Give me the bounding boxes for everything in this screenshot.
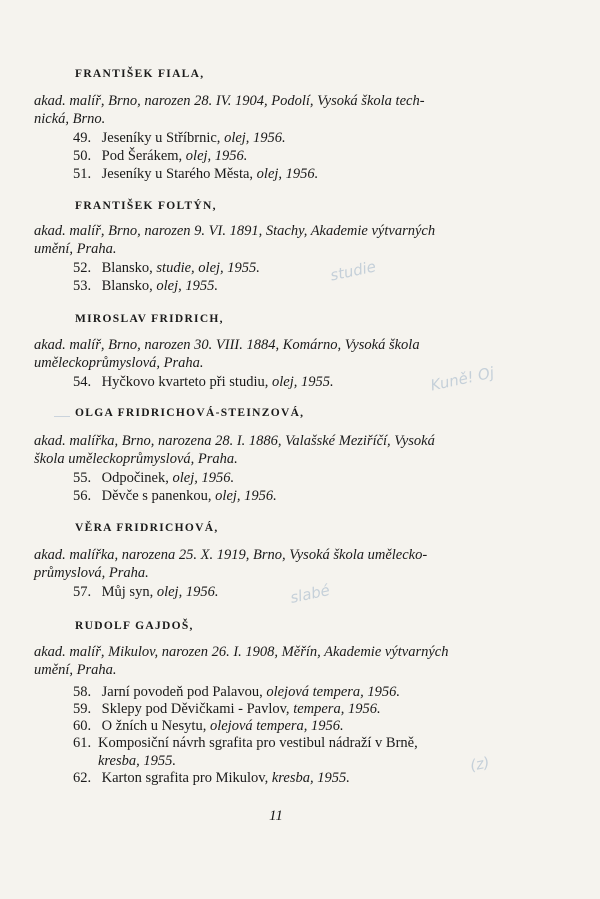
work-technique: olej, 1955. bbox=[271, 374, 334, 390]
work-technique: olej, 1956. bbox=[185, 148, 248, 164]
work-technique: kresba, 1955. bbox=[271, 770, 350, 786]
work-item bbox=[73, 769, 533, 787]
work-technique: olej, 1956. bbox=[156, 584, 219, 600]
work-number: 52. bbox=[73, 260, 92, 276]
bio-line: akad. malířka, Brno, narozena 28. I. 1886, Valašské Meziříčí, Vysoká bbox=[34, 433, 435, 449]
work-number: 56. bbox=[73, 488, 92, 504]
bio-line: uměleckoprůmyslová, Praha. bbox=[34, 355, 204, 371]
artist-bio bbox=[34, 643, 530, 679]
work-number: 55. bbox=[73, 470, 92, 486]
work-technique: olej, 1955. bbox=[156, 278, 219, 294]
artist-name: MIROSLAV FRIDRICH, bbox=[75, 313, 224, 325]
work-technique: olejová tempera, 1956. bbox=[266, 684, 401, 700]
pencil-note: slabé bbox=[288, 581, 332, 607]
work-technique: olejová tempera, 1956. bbox=[209, 718, 344, 734]
work-item bbox=[73, 147, 533, 165]
work-technique: olej, 1956. bbox=[215, 488, 277, 504]
work-title: Odpočinek, bbox=[101, 470, 169, 486]
bio-line: akad. malíř, Mikulov, narozen 26. I. 1908, Měřín, Akademie výtvarných bbox=[34, 644, 449, 660]
work-number: 58. bbox=[73, 684, 92, 700]
work-item bbox=[73, 277, 533, 295]
work-title: Jarní povodeň pod Palavou, bbox=[101, 684, 263, 700]
work-title: Hyčkovo kvarteto při studiu, bbox=[101, 374, 269, 390]
pencil-note: (z) bbox=[468, 753, 492, 775]
work-title: Jeseníky u Starého Města, bbox=[101, 166, 254, 182]
work-title: Komposiční návrh sgrafita pro vestibul nádraží v Brně, bbox=[98, 735, 418, 751]
work-technique: olej, 1956. bbox=[172, 470, 235, 486]
work-item bbox=[73, 259, 533, 277]
work-item bbox=[73, 700, 533, 718]
artist-name: RUDOLF GAJDOŠ, bbox=[75, 620, 194, 632]
artist-name: FRANTIŠEK FOLTÝN, bbox=[75, 200, 217, 212]
page-number: 11 bbox=[269, 808, 283, 824]
work-item bbox=[73, 487, 533, 505]
pencil-mark bbox=[54, 416, 70, 417]
work-title: Můj syn, bbox=[101, 584, 154, 600]
work-title: Karton sgrafita pro Mikulov, bbox=[101, 770, 269, 786]
bio-line: akad. malíř, Brno, narozen 30. VIII. 1884, Komárno, Vysoká škola bbox=[34, 337, 420, 353]
work-item bbox=[73, 683, 533, 701]
work-technique: olej, 1956. bbox=[224, 130, 286, 146]
work-title: Blansko, bbox=[101, 278, 153, 294]
work-number: 62. bbox=[73, 770, 92, 786]
work-technique: tempera, 1956. bbox=[293, 701, 381, 717]
bio-line: škola uměleckoprůmyslová, Praha. bbox=[34, 451, 238, 467]
bio-line: akad. malířka, narozena 25. X. 1919, Brno, Vysoká škola umělecko- bbox=[34, 547, 428, 563]
work-number: 57. bbox=[73, 584, 92, 600]
artist-bio bbox=[34, 92, 530, 128]
bio-line: akad. malíř, Brno, narozen 28. IV. 1904, Podolí, Vysoká škola tech- bbox=[34, 93, 425, 109]
work-title: Děvče s panenkou, bbox=[101, 488, 212, 504]
work-item bbox=[73, 734, 533, 770]
work-title: Jeseníky u Stříbrnic, bbox=[101, 130, 221, 146]
work-item bbox=[73, 165, 533, 183]
work-number: 49. bbox=[73, 130, 92, 146]
pencil-note: Kuně! Oj bbox=[428, 363, 496, 395]
bio-line: umění, Praha. bbox=[34, 662, 117, 678]
work-number: 51. bbox=[73, 166, 92, 182]
bio-line: nická, Brno. bbox=[34, 111, 106, 127]
work-number: 60. bbox=[73, 718, 92, 734]
work-title: Pod Šerákem, bbox=[101, 148, 183, 164]
work-number: 53. bbox=[73, 278, 92, 294]
work-item bbox=[73, 129, 533, 147]
pencil-note: studie bbox=[328, 257, 378, 285]
work-item bbox=[73, 717, 533, 735]
work-title: Blansko, bbox=[101, 260, 153, 276]
work-title: Sklepy pod Děvičkami - Pavlov, bbox=[101, 701, 290, 717]
artist-bio bbox=[34, 336, 530, 372]
work-technique: kresba, 1955. bbox=[98, 753, 176, 769]
work-technique: olej, 1956. bbox=[256, 166, 319, 182]
artist-name: FRANTIŠEK FIALA, bbox=[75, 68, 205, 80]
work-number: 59. bbox=[73, 701, 92, 717]
work-item bbox=[73, 469, 533, 487]
artist-bio bbox=[34, 222, 530, 258]
artist-bio bbox=[34, 432, 530, 468]
work-title: O žních u Nesytu, bbox=[101, 718, 207, 734]
work-number: 61. bbox=[73, 735, 92, 751]
artist-name: OLGA FRIDRICHOVÁ-STEINZOVÁ, bbox=[75, 407, 305, 419]
work-number: 54. bbox=[73, 374, 92, 390]
bio-line: průmyslová, Praha. bbox=[34, 565, 149, 581]
work-number: 50. bbox=[73, 148, 92, 164]
bio-line: akad. malíř, Brno, narozen 9. VI. 1891, Stachy, Akademie výtvarných bbox=[34, 223, 436, 239]
bio-line: umění, Praha. bbox=[34, 241, 117, 257]
work-technique: studie, olej, 1955. bbox=[156, 260, 260, 276]
artist-bio bbox=[34, 546, 530, 582]
artist-name: VĚRA FRIDRICHOVÁ, bbox=[75, 522, 219, 534]
